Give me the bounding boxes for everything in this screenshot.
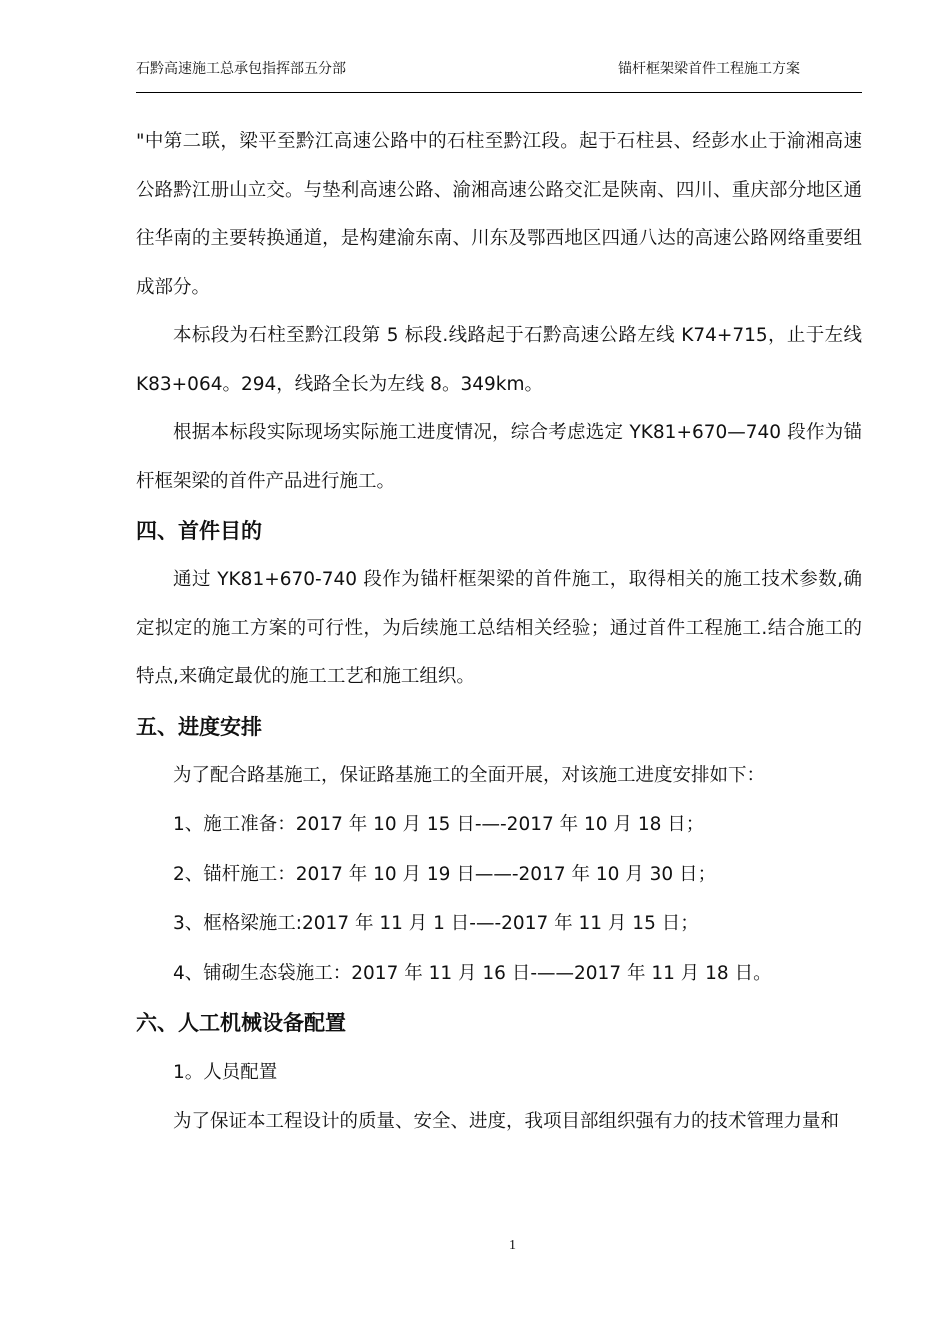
header-right-text: 锚杆框架梁首件工程施工方案	[618, 61, 800, 77]
section-paragraph-2: 根据本标段实际现场实际施工进度情况，综合考虑选定 YK81+670—740 段作为锚杆框架梁的首件产品进行施工。	[136, 422, 862, 492]
schedule-intro: 为了配合路基施工，保证路基施工的全面开展，对该施工进度安排如下：	[173, 764, 766, 786]
schedule-item: 2、锚杆施工：2017 年 10 月 19 日——-2017 年 10 月 30 日；	[173, 863, 717, 885]
heading-schedule: 五、进度安排	[136, 714, 262, 739]
heading-purpose: 四、首件目的	[136, 519, 262, 543]
section-paragraph-1: 本标段为石柱至黔江段第 5 标段.线路起于石黔高速公路左线 K74+715，止于左线 K83+064。294，线路全长为左线 8。349km。	[136, 325, 862, 395]
schedule-item: 4、铺砌生态袋施工：2017 年 11 月 16 日-——2017 年 11 月 18 日。	[173, 962, 772, 984]
sub-heading-staffing: 1。人员配置	[173, 1062, 278, 1083]
schedule-item: 1、施工准备：2017 年 10 月 15 日-—-2017 年 10 月 18 日；	[173, 814, 705, 835]
page-header	[136, 52, 862, 93]
schedule-item: 3、框格梁施工:2017 年 11 月 1 日-—-2017 年 11 月 15 日；	[173, 913, 699, 934]
staff-paragraph: 为了保证本工程设计的质量、安全、进度，我项目部组织强有力的技术管理力量和	[173, 1110, 840, 1132]
intro-paragraph: "中第二联，梁平至黔江高速公路中的石柱至黔江段。起于石柱县、经彭水止于渝湘高速公路黔江册山立交。与垫利高速公路、渝湘高速公路交汇是陕南、四川、重庆部分地区通往华南的主要转换通道，是构建渝东南、川东及鄂西地区四通八达的高速公路网络重要组成部分。	[136, 131, 862, 298]
heading-equipment: 六、人工机械设备配置	[136, 1011, 346, 1035]
page-number: 1	[509, 1238, 516, 1253]
document-body	[136, 118, 862, 1146]
purpose-paragraph: 通过 YK81+670-740 段作为锚杆框架梁的首件施工，取得相关的施工技术参数,确定拟定的施工方案的可行性，为后续施工总结相关经验；通过首件工程施工.结合施工的特点,来确定最优的施工工艺和施工组织。	[136, 569, 862, 687]
header-left-text: 石黔高速施工总承包指挥部五分部	[136, 61, 346, 77]
